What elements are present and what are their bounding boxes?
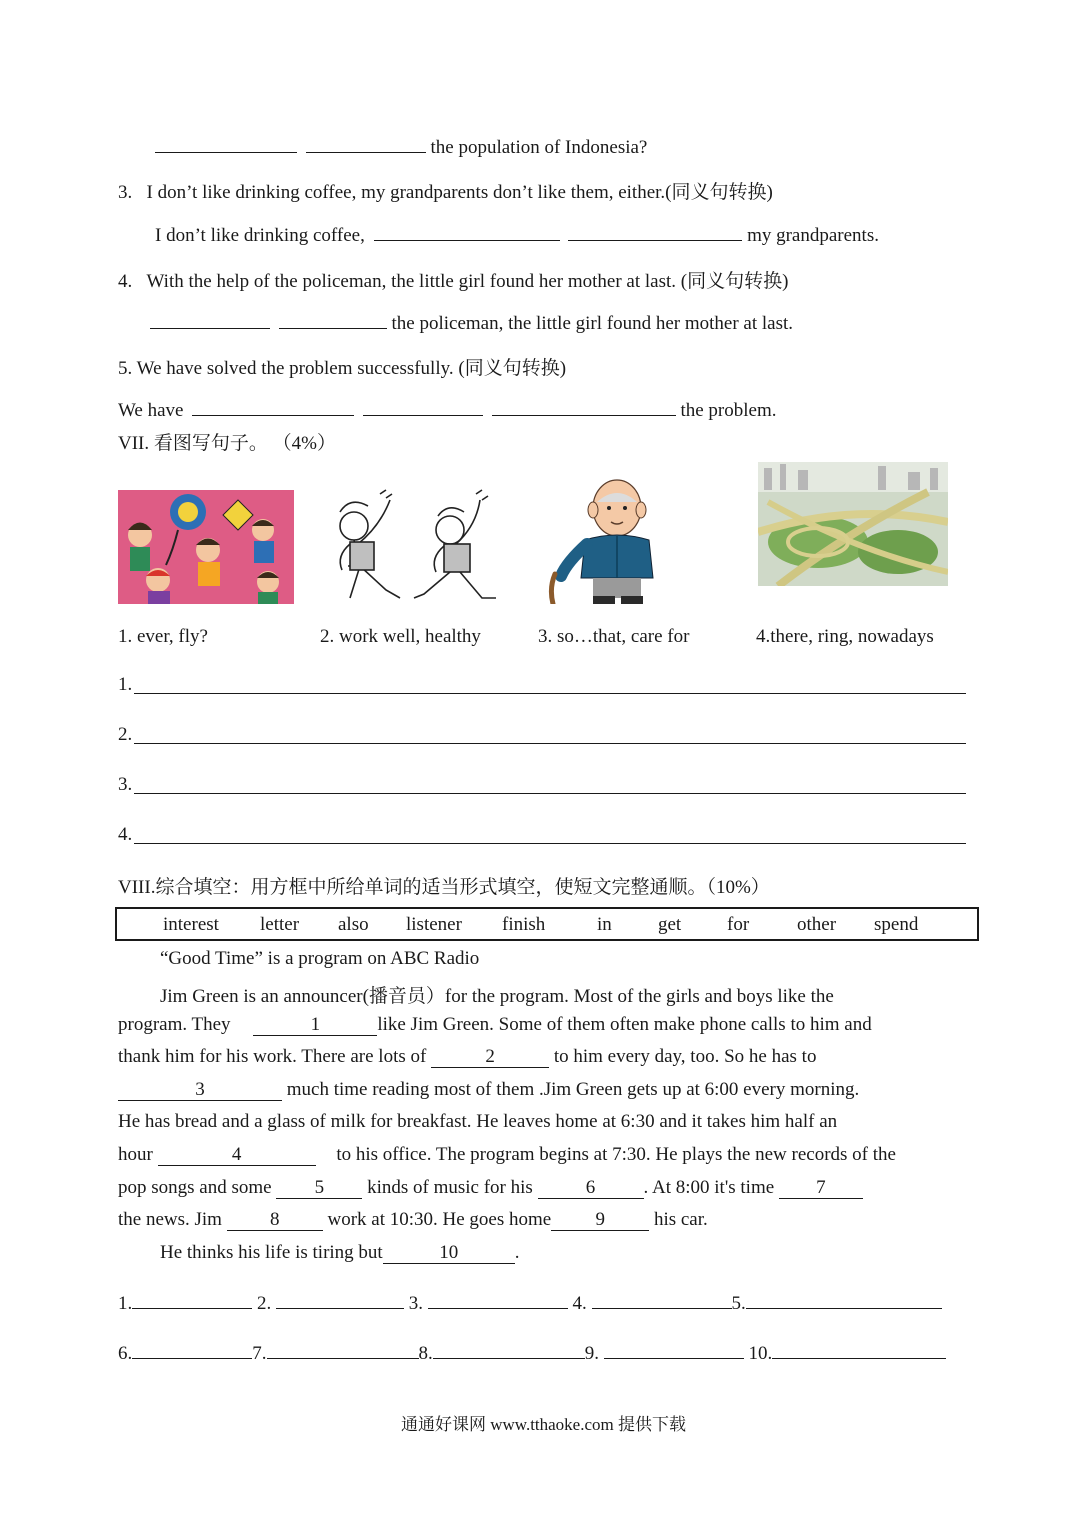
q4-answer-line bbox=[150, 310, 793, 335]
page-footer: 通通好课网 www.tthaoke.com 提供下载 bbox=[400, 1415, 687, 1434]
passage-text: . bbox=[514, 1242, 520, 1263]
blank[interactable] bbox=[363, 397, 483, 416]
cue-3: 3. so…that, care for bbox=[538, 626, 690, 647]
q4-prompt: 4. With the help of the policeman, the little girl found her mother at last. (同义句转换) bbox=[118, 271, 789, 292]
answer-blank[interactable] bbox=[433, 1340, 585, 1359]
write-line-label: 2. bbox=[118, 724, 133, 745]
answer-row-2 bbox=[118, 1340, 946, 1365]
answer-label: 4. bbox=[572, 1293, 587, 1314]
answer-label: 2. bbox=[257, 1293, 272, 1314]
q3-end: my grandparents. bbox=[747, 225, 879, 246]
write-line[interactable] bbox=[134, 793, 966, 794]
answer-label: 5. bbox=[731, 1293, 746, 1314]
passage-line bbox=[118, 1079, 859, 1101]
answer-label: 9. bbox=[584, 1343, 599, 1364]
passage-text: like Jim Green. Some of them often make phone calls to him and bbox=[377, 1014, 872, 1035]
passage-line bbox=[118, 1014, 872, 1036]
q5-prompt: 5. We have solved the problem successfully. (同义句转换) bbox=[118, 358, 567, 379]
passage-line bbox=[118, 1209, 708, 1231]
section7-heading: VII. 看图写句子。 （4%） bbox=[118, 433, 336, 454]
answer-blank[interactable] bbox=[132, 1290, 252, 1309]
passage-line bbox=[118, 1177, 863, 1199]
cue-2: 2. work well, healthy bbox=[320, 626, 481, 647]
answer-label: 10. bbox=[748, 1343, 773, 1364]
word-item: spend bbox=[874, 914, 919, 935]
passage-text: . At 8:00 it's time bbox=[643, 1177, 775, 1198]
answer-label: 3. bbox=[408, 1293, 423, 1314]
blank-7[interactable]: 7 bbox=[779, 1178, 863, 1199]
answer-blank[interactable] bbox=[604, 1340, 744, 1359]
passage-text: pop songs and some bbox=[118, 1177, 272, 1198]
word-item: get bbox=[658, 914, 682, 935]
answer-blank[interactable] bbox=[772, 1340, 946, 1359]
write-line[interactable] bbox=[134, 693, 966, 694]
blank-2[interactable]: 2 bbox=[431, 1047, 549, 1068]
blank[interactable] bbox=[492, 397, 676, 416]
word-item: other bbox=[797, 914, 837, 935]
answer-label: 7. bbox=[252, 1343, 267, 1364]
old-man-picture bbox=[537, 478, 687, 604]
answer-row-1 bbox=[118, 1290, 942, 1315]
write-line-label: 1. bbox=[118, 674, 133, 695]
word-item: letter bbox=[260, 914, 300, 935]
q4-end: the policeman, the little girl found her mother at last. bbox=[391, 313, 794, 334]
word-item: in bbox=[597, 914, 612, 935]
q5-start: We have bbox=[118, 400, 184, 421]
passage-text: his car. bbox=[653, 1209, 708, 1230]
write-line-label: 4. bbox=[118, 824, 133, 845]
blank[interactable] bbox=[568, 222, 742, 241]
blank-4[interactable]: 4 bbox=[158, 1145, 316, 1166]
passage-text: He thinks his life is tiring but bbox=[160, 1242, 383, 1263]
answer-blank[interactable] bbox=[746, 1290, 942, 1309]
passage-text: hour bbox=[118, 1144, 153, 1165]
passage-text: to his office. The program begins at 7:30. He plays the new records of the bbox=[336, 1144, 896, 1165]
passage-line bbox=[160, 1242, 519, 1264]
answer-label: 8. bbox=[418, 1343, 433, 1364]
blank[interactable] bbox=[279, 310, 387, 329]
answer-blank[interactable] bbox=[132, 1340, 252, 1359]
passage-line bbox=[118, 1046, 816, 1068]
q3-prompt: 3. I don’t like drinking coffee, my grandparents don’t like them, either.(同义句转换) bbox=[118, 182, 773, 203]
word-item: for bbox=[727, 914, 750, 935]
passage-text: work at 10:30. He goes home bbox=[327, 1209, 552, 1230]
kite-children-picture bbox=[118, 490, 294, 604]
write-line[interactable] bbox=[134, 843, 966, 844]
cue-4: 4.there, ring, nowadays bbox=[756, 626, 934, 647]
passage-line bbox=[118, 1144, 896, 1166]
passage-title: “Good Time” is a program on ABC Radio bbox=[160, 948, 480, 969]
passage-text: the news. Jim bbox=[118, 1209, 222, 1230]
blank-1[interactable]: 1 bbox=[253, 1015, 377, 1036]
word-item: interest bbox=[163, 914, 219, 935]
answer-blank[interactable] bbox=[276, 1290, 404, 1309]
word-item: listener bbox=[406, 914, 462, 935]
blank[interactable] bbox=[374, 222, 560, 241]
write-line-label: 3. bbox=[118, 774, 133, 795]
answer-blank[interactable] bbox=[267, 1340, 419, 1359]
section8-heading: VIII.综合填空：用方框中所给单词的适当形式填空，使短文完整通顺。（10%） bbox=[118, 877, 770, 898]
answer-blank[interactable] bbox=[592, 1290, 732, 1309]
word-item: also bbox=[338, 914, 369, 935]
passage-text: to him every day, too. So he has to bbox=[553, 1046, 817, 1067]
q3-start: I don’t like drinking coffee, bbox=[155, 225, 365, 246]
answer-label: 1. bbox=[118, 1293, 133, 1314]
blank[interactable] bbox=[150, 310, 270, 329]
write-line[interactable] bbox=[134, 743, 966, 744]
answer-blank[interactable] bbox=[428, 1290, 568, 1309]
q3-answer-line bbox=[155, 222, 879, 247]
word-item: finish bbox=[502, 914, 546, 935]
blank-8[interactable]: 8 bbox=[227, 1210, 323, 1231]
blank[interactable] bbox=[155, 134, 297, 153]
exercising-elders-picture bbox=[320, 486, 515, 604]
blank[interactable] bbox=[306, 134, 426, 153]
blank-6[interactable]: 6 bbox=[538, 1178, 644, 1199]
q5-answer-line bbox=[118, 397, 777, 422]
passage-text: kinds of music for his bbox=[367, 1177, 533, 1198]
passage-text: much time reading most of them .Jim Green gets up at 6:00 every morning. bbox=[286, 1079, 860, 1100]
q2-answer-line bbox=[155, 134, 647, 159]
word-box bbox=[115, 907, 979, 941]
passage-line: He has bread and a glass of milk for breakfast. He leaves home at 6:30 and it takes him half an bbox=[118, 1111, 838, 1132]
cue-1: 1. ever, fly? bbox=[118, 626, 208, 647]
passage-text: program. They bbox=[118, 1014, 231, 1035]
highway-interchange-picture bbox=[758, 462, 948, 586]
blank-9[interactable]: 9 bbox=[551, 1210, 649, 1231]
q5-end: the problem. bbox=[680, 400, 777, 421]
q2-text: the population of Indonesia? bbox=[430, 137, 648, 158]
passage-text: thank him for his work. There are lots of bbox=[118, 1046, 427, 1067]
blank-5[interactable]: 5 bbox=[276, 1178, 362, 1199]
blank[interactable] bbox=[192, 397, 354, 416]
blank-3[interactable]: 3 bbox=[118, 1080, 282, 1101]
blank-10[interactable]: 10 bbox=[383, 1243, 515, 1264]
passage-line: Jim Green is an announcer(播音员）for the program. Most of the girls and boys like the bbox=[160, 986, 834, 1007]
answer-label: 6. bbox=[118, 1343, 133, 1364]
